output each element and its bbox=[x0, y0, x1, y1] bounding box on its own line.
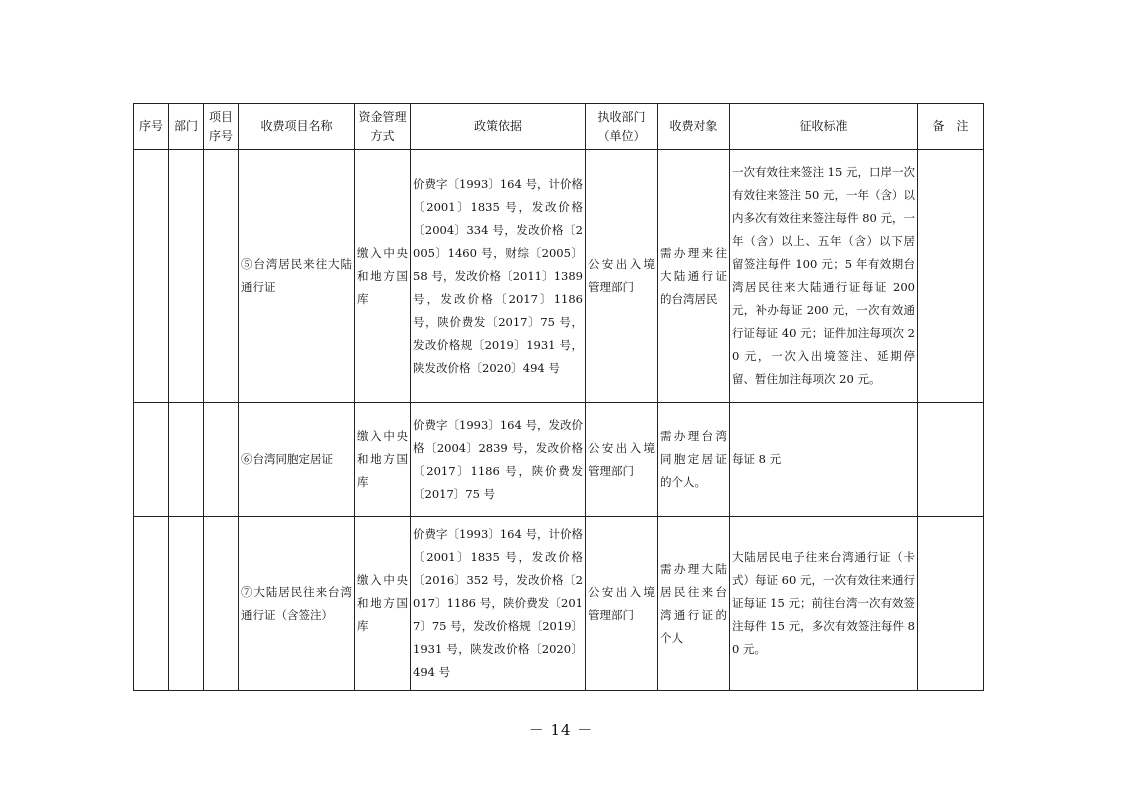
header-fee-item-name: 收费项目名称 bbox=[239, 104, 355, 150]
header-row bbox=[134, 104, 984, 150]
cell-fund-management: 缴入中央和地方国库 bbox=[355, 517, 411, 691]
header-dept: 部门 bbox=[169, 104, 204, 150]
cell-remark bbox=[918, 150, 984, 403]
cell-item-no bbox=[204, 150, 239, 403]
cell-dept bbox=[169, 403, 204, 517]
cell-fee-item-name: ⑦大陆居民往来台湾通行证（含签注） bbox=[239, 517, 355, 691]
cell-dept bbox=[169, 517, 204, 691]
header-fund-management: 资金管理方式 bbox=[355, 104, 411, 150]
cell-fee-standard: 一次有效往来签注 15 元，口岸一次有效往来签注 50 元，一年（含）以内多次有效往来签注每件 80 元，一年（含）以上、五年（含）以下居留签注每件 100 元；5 年有效期台湾居民往来大陆通行证每证 200 元，补办每证 200 元，一次有效通行证每证 40 元；证件加注每项次 20 元，一次入出境签注、延期停留、暂住加注每项次 20 元。 bbox=[730, 150, 918, 403]
cell-fee-target: 需办理大陆居民往来台湾通行证的个人 bbox=[658, 517, 730, 691]
cell-seq bbox=[134, 517, 169, 691]
cell-item-no bbox=[204, 517, 239, 691]
header-fee-target: 收费对象 bbox=[658, 104, 730, 150]
cell-remark bbox=[918, 517, 984, 691]
cell-fee-target: 需办理来往大陆通行证的台湾居民 bbox=[658, 150, 730, 403]
cell-remark bbox=[918, 403, 984, 517]
header-policy-basis: 政策依据 bbox=[411, 104, 586, 150]
cell-collecting-dept: 公安出入境管理部门 bbox=[586, 517, 658, 691]
cell-fee-item-name: ⑥台湾同胞定居证 bbox=[239, 403, 355, 517]
header-seq: 序号 bbox=[134, 104, 169, 150]
cell-policy-basis: 价费字〔1993〕164 号，计价格〔2001〕1835 号，发改价格〔2016〕352 号，发改价格〔2017〕1186 号，陕价费发〔2017〕75 号，发改价格规〔2019〕1931 号，陕发改价格〔2020〕494 号 bbox=[411, 517, 586, 691]
cell-seq bbox=[134, 403, 169, 517]
table-row bbox=[134, 150, 984, 403]
page-number: － 14 － bbox=[528, 721, 594, 739]
header-remark: 备 注 bbox=[918, 104, 984, 150]
cell-fund-management: 缴入中央和地方国库 bbox=[355, 403, 411, 517]
cell-fee-standard: 大陆居民电子往来台湾通行证（卡式）每证 60 元，一次有效往来通行证每证 15 元；前往台湾一次有效签注每件 15 元，多次有效签注每件 80 元。 bbox=[730, 517, 918, 691]
cell-seq bbox=[134, 150, 169, 403]
cell-dept bbox=[169, 150, 204, 403]
header-fee-standard: 征收标准 bbox=[730, 104, 918, 150]
cell-policy-basis: 价费字〔1993〕164 号，计价格〔2001〕1835 号，发改价格〔2004〕334 号，发改价格〔2005〕1460 号，财综〔2005〕58 号，发改价格〔2011〕1389 号，发改价格〔2017〕1186 号，陕价费发〔2017〕75 号，发改价格规〔2019〕1931 号，陕发改价格〔2020〕494 号 bbox=[411, 150, 586, 403]
cell-fee-target: 需办理台湾同胞定居证的个人。 bbox=[658, 403, 730, 517]
cell-collecting-dept: 公安出入境管理部门 bbox=[586, 403, 658, 517]
cell-policy-basis: 价费字〔1993〕164 号，发改价格〔2004〕2839 号，发改价格〔2017〕1186 号，陕价费发〔2017〕75 号 bbox=[411, 403, 586, 517]
cell-fund-management: 缴入中央和地方国库 bbox=[355, 150, 411, 403]
cell-fee-standard: 每证 8 元 bbox=[730, 403, 918, 517]
table-row bbox=[134, 403, 984, 517]
fee-table bbox=[133, 103, 984, 691]
cell-collecting-dept: 公安出入境管理部门 bbox=[586, 150, 658, 403]
header-collecting-dept: 执收部门（单位） bbox=[586, 104, 658, 150]
table-row bbox=[134, 517, 984, 691]
cell-fee-item-name: ⑤台湾居民来往大陆通行证 bbox=[239, 150, 355, 403]
header-item-no: 项目序号 bbox=[204, 104, 239, 150]
cell-item-no bbox=[204, 403, 239, 517]
